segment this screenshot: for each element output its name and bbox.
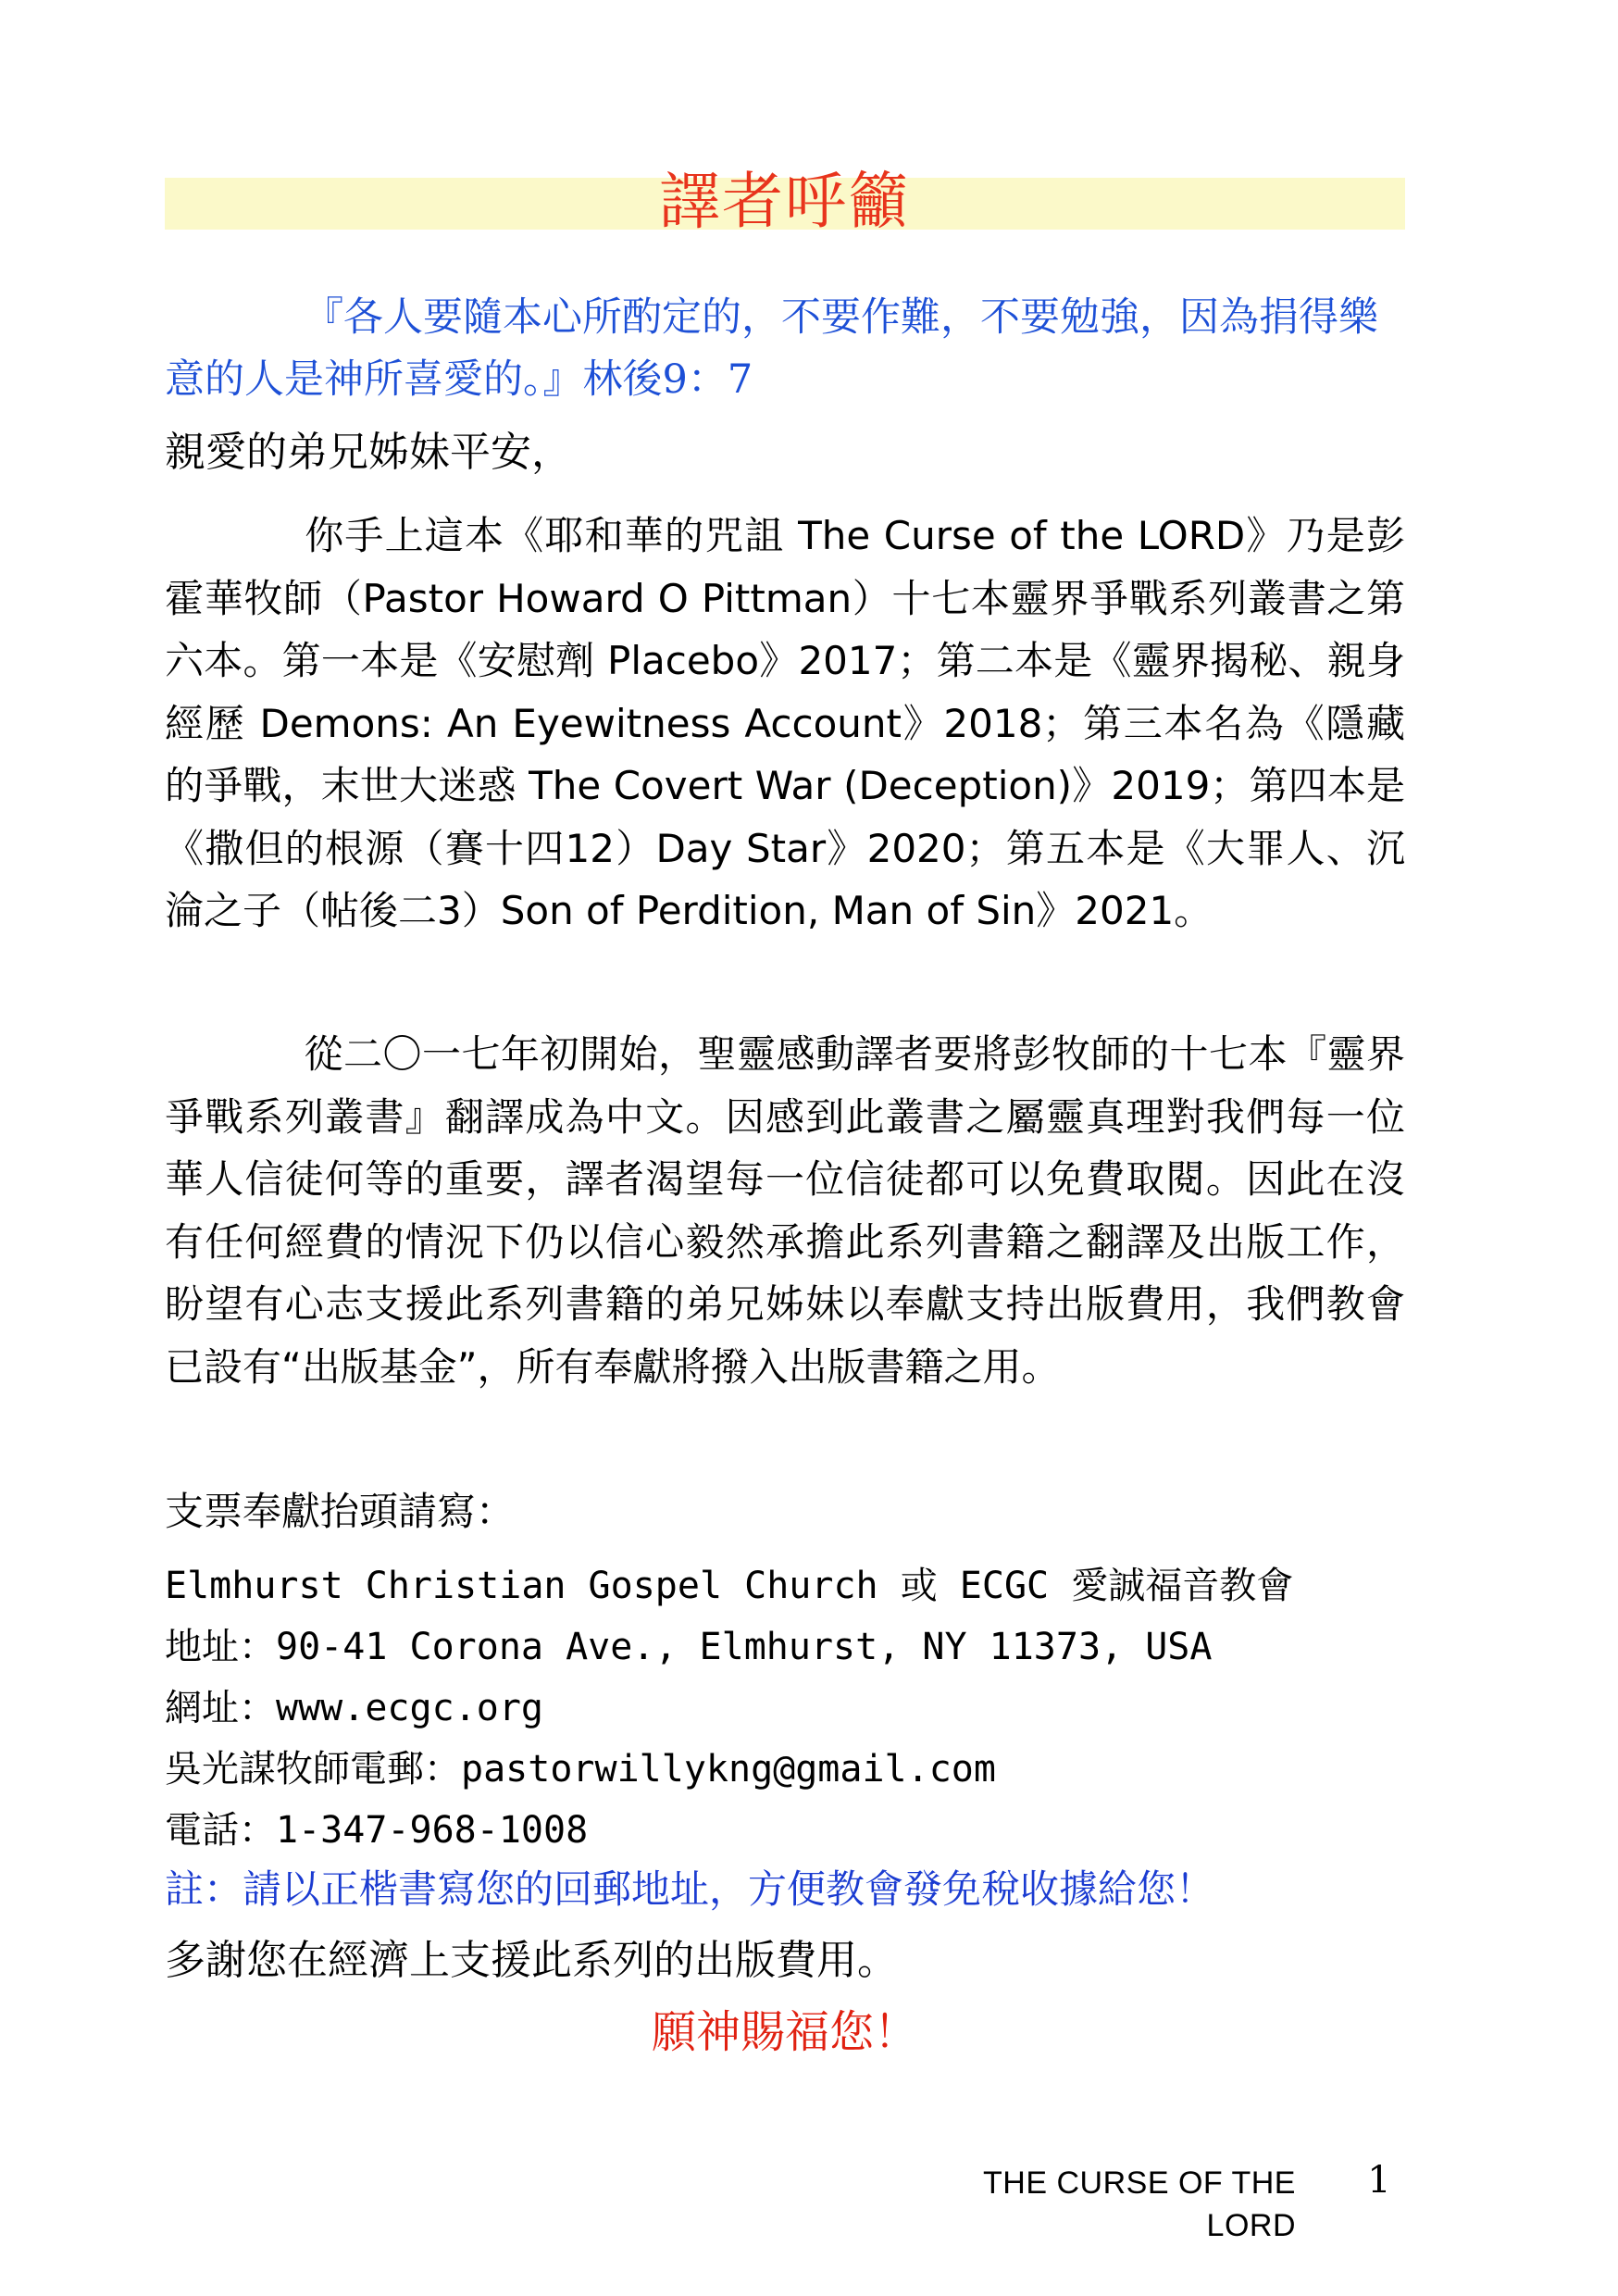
blessing: 願神賜福您！	[651, 2006, 918, 2058]
church-phone: 電話：1-347-968-1008	[165, 1809, 589, 1852]
footer-book-title: THE CURSE OF THE LORD	[983, 2165, 1296, 2243]
receipt-note: 註：請以正楷書寫您的回郵地址，方便教會發免稅收據給您！	[165, 1866, 1215, 1912]
paragraph-appeal	[165, 1023, 1405, 1398]
church-address: 地址：90-41 Corona Ave., Elmhurst, NY 11373, USA	[165, 1626, 1213, 1668]
scripture-text: 『各人要隨本心所酌定的，不要作難，不要勉強，因為捐得樂意的人是神所喜愛的。』林後9：7	[165, 294, 1378, 403]
thanks-line: 多謝您在經濟上支援此系列的出版費用。	[165, 1937, 898, 1984]
greeting: 親愛的弟兄姊妹平安，	[165, 429, 572, 476]
paragraph-text: 從二〇一七年初開始，聖靈感動譯者要將彭牧師的十七本『靈界爭戰系列叢書』翻譯成為中文。因感到此叢書之屬靈真理對我們每一位華人信徒何等的重要，譯者渴望每一位信徒都可以免費取閱。因此在沒有任何經費的情況下仍以信心毅然承擔此系列書籍之翻譯及出版工作，盼望有心志支援此系列書籍的弟兄姊妹以奉獻支持出版費用，我們教會已設有“出版基金”，所有奉獻將撥入出版書籍之用。	[165, 1031, 1405, 1390]
page-number: 1	[1367, 2159, 1391, 2202]
church-name: Elmhurst Christian Gospel Church 或 ECGC 愛誠福音教會	[165, 1565, 1294, 1607]
scripture-quote	[165, 287, 1405, 411]
paragraph-series-intro	[165, 505, 1405, 942]
pastor-email: 吳光謀牧師電郵：pastorwillykng@gmail.com	[165, 1748, 996, 1791]
page-title: 譯者呼籲	[659, 166, 911, 237]
cheque-heading: 支票奉獻抬頭請寫：	[165, 1489, 516, 1534]
paragraph-text: 你手上這本《耶和華的咒詛 The Curse of the LORD》乃是彭霍華牧師（Pastor Howard O Pittman）十七本靈界爭戰系列叢書之第六本。第一本是《安慰劑 Placebo》2017；第二本是《靈界揭秘、親身經歷 Demons: An Eyewitness Account》2018；第三本名為《隱藏的爭戰，末世大迷惑 The Covert War (Deception)》2019；第四本是《撒但的根源（賽十四12）Day Star》2020；第五本是《大罪人、沉淪之子（帖後二3）Son of Perdition, Man of Sin》2021。	[165, 513, 1405, 933]
church-website: 網址：www.ecgc.org	[165, 1687, 543, 1729]
